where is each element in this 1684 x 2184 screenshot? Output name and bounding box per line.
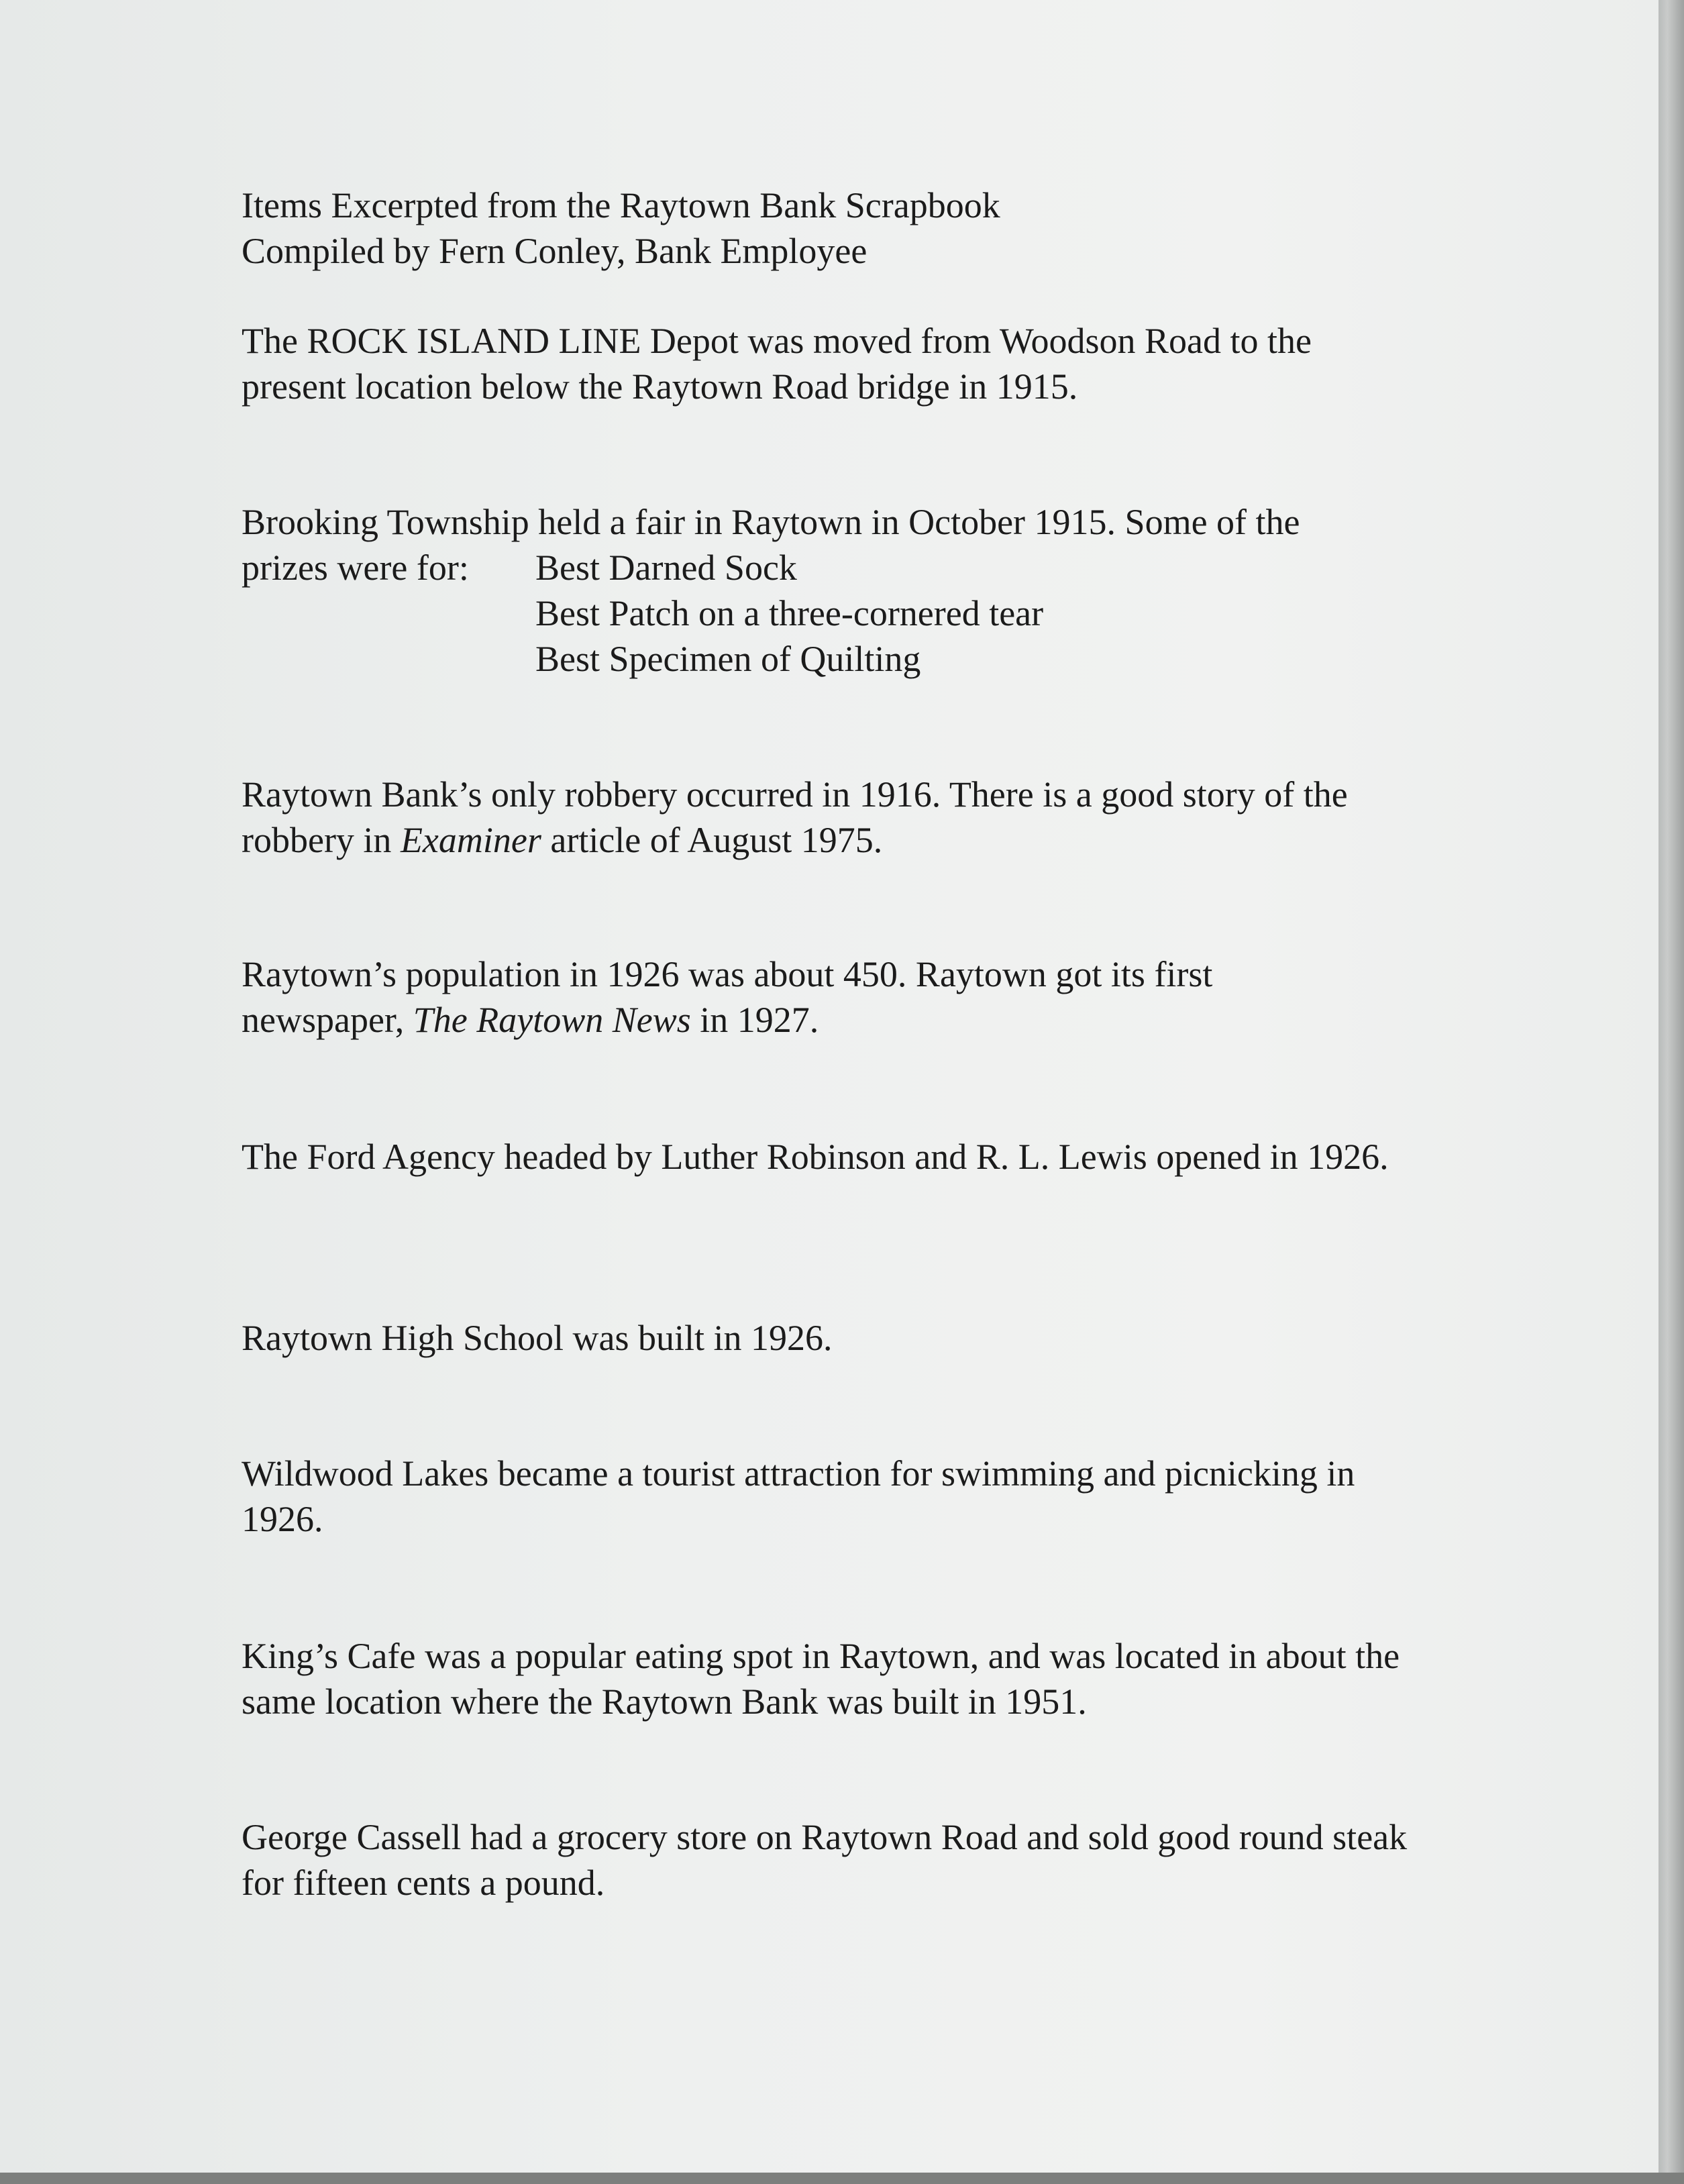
fair-prizes-line [242, 545, 1449, 590]
fair-prize-item: Best Patch on a three-cornered tear [535, 593, 1044, 633]
document-header [242, 183, 1449, 274]
entry-ford-agency: The Ford Agency headed by Luther Robinson and R. L. Lewis opened in 1926. [242, 1137, 1389, 1177]
newspaper-name: The Raytown News [413, 1000, 691, 1040]
robbery-text-end: article of August 1975. [541, 820, 883, 860]
fair-prize-item: Best Darned Sock [535, 548, 797, 588]
entry-high-school: Raytown High School was built in 1926. [242, 1318, 833, 1358]
robbery-publication: Examiner [400, 820, 541, 860]
header-title: Items Excerpted from the Raytown Bank Scrapbook [242, 185, 1000, 225]
population-text-end: in 1927. [690, 1000, 819, 1040]
fair-prizes-label: prizes were for: [242, 548, 469, 588]
fair-intro: Brooking Township held a fair in Raytown in October 1915. Some of the [242, 502, 1300, 542]
entry-population [242, 951, 1328, 1043]
robbery-text: Raytown Bank’s only robbery occurred in 1916. There is a good story of the robbery in [242, 774, 1348, 860]
entry-cassell-grocery: George Cassell had a grocery store on Raytown Road and sold good round steak for fifteen cents a pound. [242, 1817, 1408, 1903]
population-text: Raytown’s population in 1926 was about 450. Raytown got its first newspaper, [242, 954, 1213, 1040]
header-compiler: Compiled by Fern Conley, Bank Employee [242, 231, 867, 271]
entry-robbery [242, 772, 1409, 863]
fair-prize-item: Best Specimen of Quilting [535, 639, 921, 679]
entry-depot: The ROCK ISLAND LINE Depot was moved from Woodson Road to the present location below the Raytown Road bridge in 1915. [242, 321, 1312, 407]
entry-wildwood-lakes: Wildwood Lakes became a tourist attraction for swimming and picnicking in 1926. [242, 1453, 1355, 1539]
entry-fair [242, 499, 1449, 682]
entry-kings-cafe: King’s Cafe was a popular eating spot in Raytown, and was located in about the same location where the Raytown Bank was built in 1951. [242, 1636, 1400, 1722]
page-right-edge [1659, 0, 1684, 2184]
page-bottom-edge [0, 2173, 1684, 2184]
